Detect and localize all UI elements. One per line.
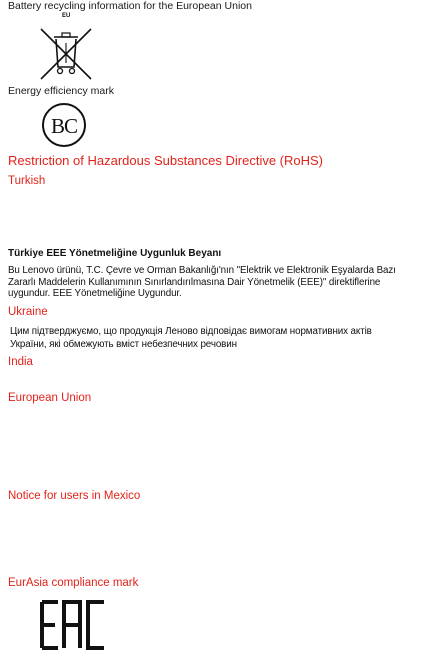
energy-heading: Energy efficiency mark bbox=[8, 85, 115, 97]
bc-logo bbox=[42, 103, 86, 147]
ukraine-line-1: Цим підтверджуємо, що продукція Леново відповідає вимогам нормативних актів bbox=[10, 326, 372, 337]
rohs-heading: Restriction of Hazardous Substances Directive (RoHS) bbox=[8, 153, 324, 168]
ukraine-line-2: України, які обмежують вміст небезпечних речовин bbox=[10, 339, 237, 350]
battery-heading: Battery recycling information for the European Union bbox=[8, 0, 252, 12]
eu-heading: European Union bbox=[8, 392, 92, 404]
turkish-line-3: uygundur. EEE Yönetmeliğine Uygundur. bbox=[8, 288, 182, 299]
turkish-title: Türkiye EEE Yönetmeliğine Uygunluk Beyanı bbox=[8, 248, 222, 259]
eu-label: EU bbox=[62, 13, 71, 19]
eac-logo bbox=[40, 600, 108, 650]
turkish-line-2: Zararlı Maddelerin Kullanımının Sınırlandırılmasına Dair Yönetmelik (EEE)" direktiflerine bbox=[8, 277, 381, 288]
bc-logo-text: BC bbox=[50, 114, 77, 138]
crossed-out-bin-icon bbox=[38, 24, 98, 86]
eurasia-heading: EurAsia compliance mark bbox=[8, 577, 139, 589]
india-heading: India bbox=[8, 356, 33, 368]
ukraine-heading: Ukraine bbox=[8, 306, 48, 318]
turkish-heading: Turkish bbox=[8, 175, 46, 187]
mexico-heading: Notice for users in Mexico bbox=[8, 490, 141, 502]
turkish-line-1: Bu Lenovo ürünü, T.C. Çevre ve Orman Bakanlığı'nın "Elektrik ve Elektronik Eşyalarda Bazı bbox=[8, 265, 396, 276]
